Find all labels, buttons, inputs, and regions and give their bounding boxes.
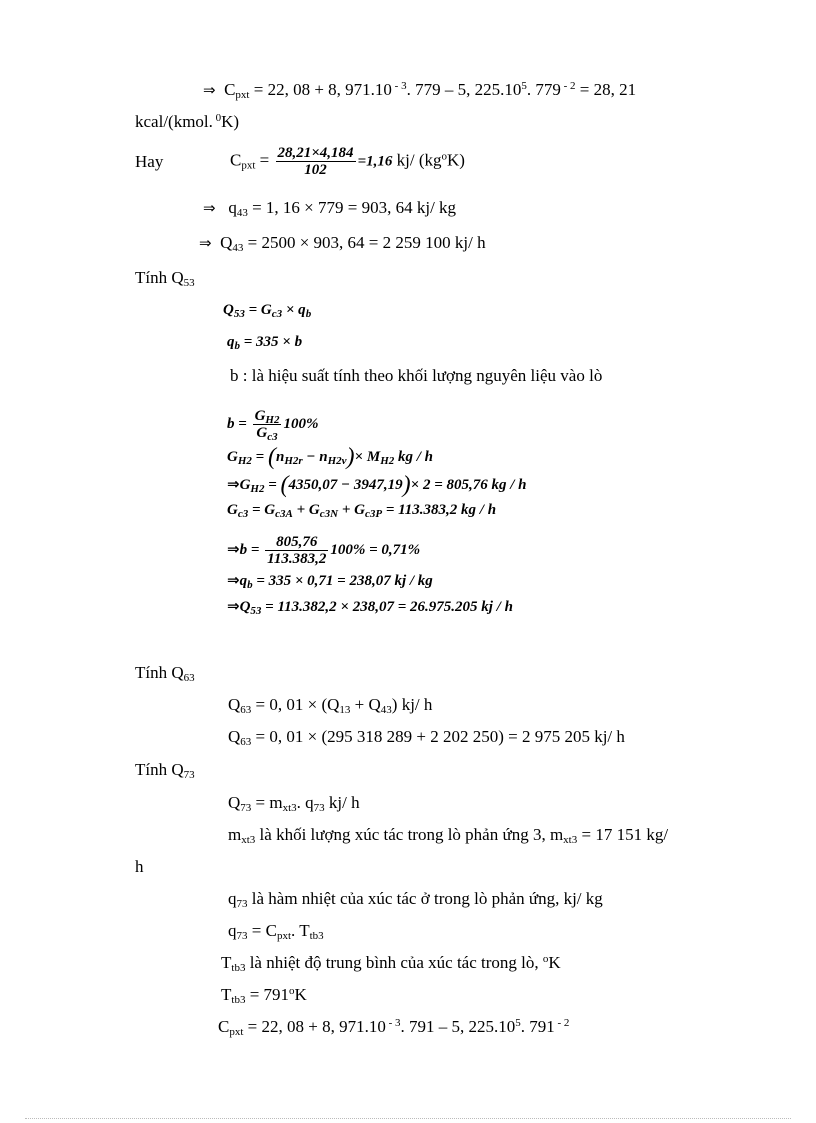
fraction: $\frac{G_{H2}}{G_{c3}}$ [254,408,280,443]
eq-Gc3-value: $G_{c3} = G_{c3A} + G_{c3N} + G_{c3P} = 113.383,2$ kg / h [227,502,497,520]
cpxt-791-equation: $C_{pxt} = 22$, 08 + 8, 971.10 $^{- 3}$. 791 – 5, 225.10$^5$. 791 $^{- 2}$ [218,1017,570,1038]
eq-qb-value: $\Rightarrow q_b = 335 \times 0,71 = 238,07$ kj / kg [227,571,433,591]
heading-Q53: Tính $Q_{53}$ [135,268,195,289]
unit-line: kcal/(kmol. $^0$K) [135,112,240,131]
implies-icon: ⇒ [203,81,216,99]
page-bottom-divider [25,1118,791,1119]
cpxt-conversion-line: $C_{pxt}$ = $\frac{28,21\times 4,184}{102}$ =1,16 kj/ $(kg^oK)$ [230,145,465,178]
q73-formula: $q_{73} = C_{pxt}$. $T_{tb3}$ [228,921,324,942]
Q73-formula: $Q_{73} = m_{xt3}$. $q_{73}$ kj/ h [228,793,360,814]
heading-Q63: Tính $Q_{63}$ [135,663,195,684]
implies-icon: ⇒ [203,199,216,217]
eq-GH2-def: $G_{H2} = (n_{H2r} - n_{H2v})\times M_{H2}$ kg / h [227,444,434,470]
implies-icon: ⇒ [227,539,240,558]
implies-icon: ⇒ [227,571,240,589]
eq-GH2-value: $\Rightarrow G_{H2} = (4350,07 - 3947,19)\times 2 = 805,76$ kg / h [227,472,527,498]
eq-Q53-value: $\Rightarrow Q_{53} = 113.382,2 \times 238,07 = 26.975.205$ kj / h [227,597,513,617]
mxt3-unit-wrap: h [135,857,144,876]
fraction: $\frac{805,76}{113.383,2}$ [267,534,327,567]
q43-line: ⇒ $q_{43} = 1$, 16 × 779 = 903, 64 kj/ kg [203,198,457,219]
q73-description: $q_{73}$ là hàm nhiệt của xúc tác ở trong lò phản ứng, kj/ kg [228,889,603,910]
implies-icon: ⇒ [199,234,212,252]
fraction: $\frac{28,21\times 4,184}{102}$ [277,145,354,178]
Q43-line: ⇒ $Q_{43} = 2500 \times 903$, 64 = 2 259 100 kj/ h [199,233,486,254]
Ttb3-value: $T_{tb3} = 791^oK$ [221,985,307,1006]
Q63-formula: $Q_{63} = 0$, $01 \times (Q_{13} + Q_{43})$ kj/ h [228,695,433,716]
heading-Q73: Tính $Q_{73}$ [135,760,195,781]
implies-icon: ⇒ [227,475,240,493]
Ttb3-description: $T_{tb3}$ là nhiệt độ trung bình của xúc tác trong lò, $^o$K [221,953,561,974]
cpxt-equation-line: ⇒ $C_{pxt} = 22$, 08 + 8, 971.10 $^{- 3}$. 779 – 5, 225.10$^5$. 779 $^{- 2}$ = 28, 21 [203,80,637,101]
eq-qb-def: $q_b = 335 \times b$ [227,334,303,352]
eq-Q53-def: $Q_{53} = G_{c3} \times q_b$ [223,302,312,320]
hay-line: Hay [135,152,164,171]
Q63-value: $Q_{63} = 0$, 01 × (295 318 289 + 2 202 250) = 2 975 205 kj/ h [228,727,625,748]
eq-b-def: b = $\frac{G_{H2}}{G_{c3}}$ 100% [227,408,319,443]
implies-icon: ⇒ [227,597,240,615]
b-description: b : là hiệu suất tính theo khối lượng nguyên liệu vào lò [230,366,603,385]
eq-b-value: ⇒b = $\frac{805,76}{113.383,2}$ 100% = 0,71% [227,534,421,567]
mxt3-description: $m_{xt3}$ là khối lượng xúc tác trong lò phản ứng 3, $m_{xt3} = 17$ 151 kg/ [228,825,669,846]
